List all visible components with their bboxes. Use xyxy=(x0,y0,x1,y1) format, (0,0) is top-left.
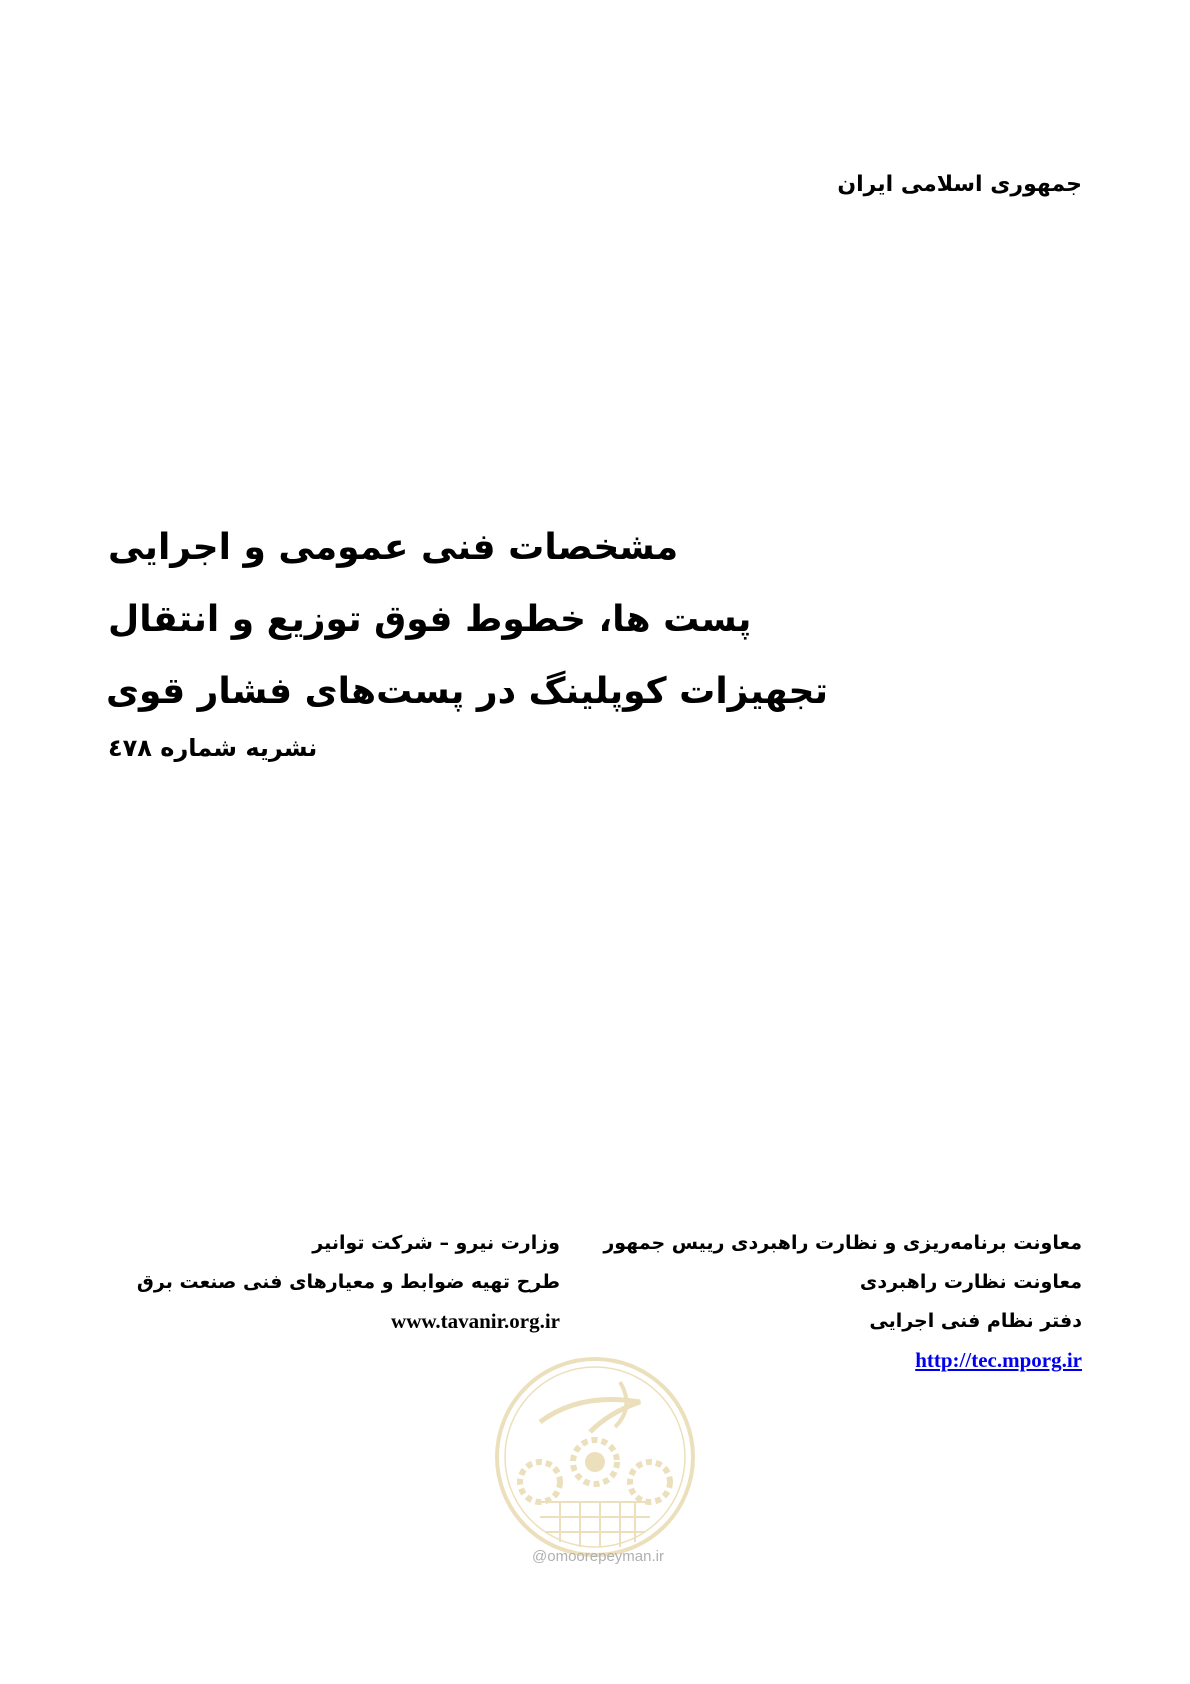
publication-number: نشریه شماره ٤٧٨ xyxy=(108,734,318,762)
document-title-line-3: تجهیزات کوپلینگ در پست‌های فشار قوی xyxy=(106,671,828,712)
planning-deputy-name: معاونت برنامه‌ریزی و نظارت راهبردی رییس جمهور xyxy=(603,1232,1082,1254)
footer-ministry-block xyxy=(130,1224,560,1341)
standards-project-name: طرح تهیه ضوابط و معیارهای فنی صنعت برق xyxy=(136,1271,560,1293)
at-icon: @ xyxy=(532,1548,548,1565)
tec-mporg-link[interactable]: http://tec.mporg.ir xyxy=(915,1348,1082,1372)
tavanir-url: www.tavanir.org.ir xyxy=(391,1309,560,1333)
watermark-caption: @omoorepeyman.ir xyxy=(532,1548,664,1565)
strategic-supervision-name: معاونت نظارت راهبردی xyxy=(859,1271,1082,1293)
ministry-name: وزارت نیرو – شرکت توانیر xyxy=(312,1232,560,1254)
technical-office-name: دفتر نظام فنی اجرایی xyxy=(869,1310,1082,1332)
document-title-line-1: مشخصات فنی عمومی و اجرایی xyxy=(108,527,679,568)
country-heading: جمهوری اسلامی ایران xyxy=(837,172,1082,197)
title-block xyxy=(108,512,828,762)
seal-logo-icon xyxy=(490,1352,700,1562)
document-title-line-2: پست ها، خطوط فوق توزیع و انتقال xyxy=(108,599,752,640)
